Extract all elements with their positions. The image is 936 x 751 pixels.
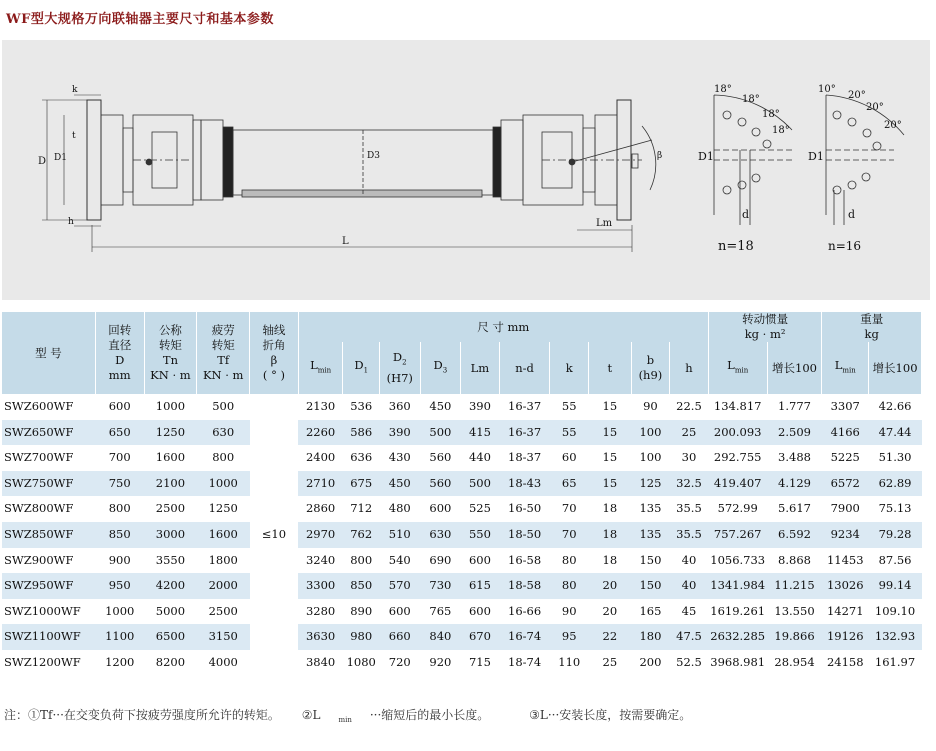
table-cell: 510: [379, 522, 420, 548]
table-cell: 1000: [95, 599, 144, 625]
table-cell: 700: [95, 445, 144, 471]
spec-table: [2, 312, 922, 676]
table-cell: 2500: [144, 496, 197, 522]
label-n18: n=18: [718, 239, 754, 254]
technical-drawing: [2, 40, 930, 300]
table-cell: 536: [343, 394, 380, 420]
table-cell: 51.30: [869, 445, 922, 471]
table-cell: 1200: [95, 650, 144, 676]
table-cell: 900: [95, 548, 144, 574]
table-cell: 500: [461, 471, 500, 497]
table-cell: 850: [95, 522, 144, 548]
table-cell: 500: [420, 420, 461, 446]
table-cell: 2100: [144, 471, 197, 497]
table-cell: 6500: [144, 624, 197, 650]
table-cell: 5000: [144, 599, 197, 625]
header-inertia-inc: 增长100: [767, 342, 822, 394]
table-cell: 4.129: [767, 471, 822, 497]
table-cell: 1600: [197, 522, 250, 548]
table-cell: 3000: [144, 522, 197, 548]
table-cell: 2500: [197, 599, 250, 625]
angle-label-18b: 18°: [742, 94, 760, 105]
header-d1: $D_1$: [343, 342, 380, 394]
table-cell: 75.13: [869, 496, 922, 522]
model-cell: SWZ750WF: [2, 471, 95, 497]
table-cell: 100: [631, 420, 670, 446]
label-beta: β: [657, 151, 663, 161]
table-cell: 4166: [822, 420, 869, 446]
header-lm: Lm: [461, 342, 500, 394]
table-cell: 2260: [298, 420, 343, 446]
table-cell: 55: [550, 420, 589, 446]
table-cell: 3150: [197, 624, 250, 650]
table-cell: 419.407: [708, 471, 767, 497]
table-cell: 757.267: [708, 522, 767, 548]
header-tf: 疲劳 转矩 Tf KN · m: [197, 312, 250, 394]
table-cell: 2860: [298, 496, 343, 522]
table-cell: 2400: [298, 445, 343, 471]
table-cell: 762: [343, 522, 380, 548]
table-cell: 715: [461, 650, 500, 676]
table-cell: 615: [461, 573, 500, 599]
header-h: h: [670, 342, 709, 394]
table-cell: 90: [631, 394, 670, 420]
table-row: [2, 599, 922, 625]
table-cell: 18: [589, 496, 632, 522]
table-cell: 360: [379, 394, 420, 420]
table-cell: 14271: [822, 599, 869, 625]
table-cell: 70: [550, 496, 589, 522]
table-cell: 3630: [298, 624, 343, 650]
label-h: h: [68, 217, 74, 227]
table-row: [2, 420, 922, 446]
table-cell: 90: [550, 599, 589, 625]
note-l: ③L···安装长度，按需要确定。: [529, 708, 692, 722]
model-cell: SWZ950WF: [2, 573, 95, 599]
table-cell: 65: [550, 471, 589, 497]
table-cell: 7900: [822, 496, 869, 522]
table-cell: 15: [589, 420, 632, 446]
table-cell: 560: [420, 445, 461, 471]
table-cell: 32.5: [670, 471, 709, 497]
table-cell: 47.5: [670, 624, 709, 650]
table-cell: 840: [420, 624, 461, 650]
table-cell: 150: [631, 573, 670, 599]
table-cell: 95: [550, 624, 589, 650]
table-cell: 4000: [197, 650, 250, 676]
flange-detail-18: [698, 84, 792, 254]
table-cell: 161.97: [869, 650, 922, 676]
table-cell: 18: [589, 522, 632, 548]
table-cell: 15: [589, 394, 632, 420]
table-row: [2, 573, 922, 599]
page-title: WF型大规格万向联轴器主要尺寸和基本参数: [6, 12, 274, 27]
table-cell: 650: [95, 420, 144, 446]
label-n16: n=16: [828, 239, 862, 253]
table-cell: 390: [379, 420, 420, 446]
table-cell: 28.954: [767, 650, 822, 676]
table-cell: 5.617: [767, 496, 822, 522]
angle-label-10: 10°: [818, 84, 836, 95]
table-cell: 18: [589, 548, 632, 574]
table-cell: 1800: [197, 548, 250, 574]
table-cell: 3240: [298, 548, 343, 574]
angle-label-20b: 20°: [866, 102, 884, 113]
table-cell: 18-37: [499, 445, 550, 471]
table-cell: 109.10: [869, 599, 922, 625]
header-weight: 重量 kg: [822, 312, 922, 342]
table-cell: 134.817: [708, 394, 767, 420]
table-cell: 630: [197, 420, 250, 446]
table-cell: 850: [343, 573, 380, 599]
table-cell: 6572: [822, 471, 869, 497]
angle-label-20a: 20°: [848, 90, 866, 101]
table-cell: 132.93: [869, 624, 922, 650]
header-weight-lmin: $L_{min}$: [822, 342, 869, 394]
table-cell: 47.44: [869, 420, 922, 446]
table-cell: 1341.984: [708, 573, 767, 599]
table-cell: 1100: [95, 624, 144, 650]
label-d-detail16: d: [848, 208, 856, 221]
table-cell: 25: [670, 420, 709, 446]
table-cell: 11453: [822, 548, 869, 574]
table-cell: 712: [343, 496, 380, 522]
table-cell: 440: [461, 445, 500, 471]
table-cell: 1000: [197, 471, 250, 497]
model-cell: SWZ1000WF: [2, 599, 95, 625]
table-row: [2, 394, 922, 420]
model-cell: SWZ650WF: [2, 420, 95, 446]
header-inertia-lmin: $L_{min}$: [708, 342, 767, 394]
table-cell: 540: [379, 548, 420, 574]
table-cell: 18-58: [499, 573, 550, 599]
table-cell: 13.550: [767, 599, 822, 625]
table-cell: 9234: [822, 522, 869, 548]
table-cell: 15: [589, 471, 632, 497]
header-weight-inc: 增长100: [869, 342, 922, 394]
table-row: [2, 548, 922, 574]
table-cell: 1056.733: [708, 548, 767, 574]
table-cell: 3840: [298, 650, 343, 676]
table-cell: 125: [631, 471, 670, 497]
table-cell: 8.868: [767, 548, 822, 574]
table-cell: 20: [589, 599, 632, 625]
table-cell: 292.755: [708, 445, 767, 471]
table-cell: 600: [95, 394, 144, 420]
label-d3: D3: [367, 151, 380, 161]
label-d1-detail18: D1: [698, 150, 714, 163]
table-cell: 670: [461, 624, 500, 650]
table-cell: 572.99: [708, 496, 767, 522]
table-cell: 660: [379, 624, 420, 650]
table-cell: 600: [461, 548, 500, 574]
table-row: [2, 650, 922, 676]
table-cell: 2.509: [767, 420, 822, 446]
header-tn: 公称 转矩 Tn KN · m: [144, 312, 197, 394]
header-lmin: $L_{min}$: [298, 342, 343, 394]
table-cell: 180: [631, 624, 670, 650]
angle-label-18c: 18°: [762, 109, 780, 120]
table-cell: 720: [379, 650, 420, 676]
table-cell: 950: [95, 573, 144, 599]
table-cell: 415: [461, 420, 500, 446]
table-cell: 690: [420, 548, 461, 574]
table-cell: 165: [631, 599, 670, 625]
header-dimensions: 尺 寸 mm: [298, 312, 708, 342]
table-cell: 5225: [822, 445, 869, 471]
table-cell: 730: [420, 573, 461, 599]
table-cell: 19.866: [767, 624, 822, 650]
table-cell: 20: [589, 573, 632, 599]
table-cell: 16-50: [499, 496, 550, 522]
header-diameter: 回转 直径 D mm: [95, 312, 144, 394]
table-cell: 16-37: [499, 394, 550, 420]
table-cell: 150: [631, 548, 670, 574]
table-cell: 4200: [144, 573, 197, 599]
table-cell: 450: [379, 471, 420, 497]
table-cell: 2632.285: [708, 624, 767, 650]
model-cell: SWZ850WF: [2, 522, 95, 548]
shaft-drawing: [223, 127, 501, 197]
table-cell: 3.488: [767, 445, 822, 471]
table-cell: 80: [550, 548, 589, 574]
table-cell: 2130: [298, 394, 343, 420]
header-d2: $D_2$ (H7): [379, 342, 420, 394]
table-cell: 1250: [197, 496, 250, 522]
angle-label-18a: 18°: [714, 84, 732, 95]
label-d-detail18: d: [742, 208, 750, 221]
header-model: 型 号: [2, 312, 95, 394]
table-cell: 586: [343, 420, 380, 446]
table-cell: 3307: [822, 394, 869, 420]
label-lm: Lm: [596, 218, 613, 229]
table-row: [2, 624, 922, 650]
angle-label-20c: 20°: [884, 120, 902, 131]
table-cell: 1000: [144, 394, 197, 420]
table-cell: 3968.981: [708, 650, 767, 676]
label-t: t: [72, 131, 76, 141]
table-cell: 42.66: [869, 394, 922, 420]
table-row: [2, 496, 922, 522]
table-cell: 390: [461, 394, 500, 420]
table-cell: 16-58: [499, 548, 550, 574]
table-cell: 525: [461, 496, 500, 522]
footnotes: [4, 706, 709, 724]
table-cell: 2970: [298, 522, 343, 548]
table-cell: 450: [420, 394, 461, 420]
table-cell: 22.5: [670, 394, 709, 420]
table-cell: 70: [550, 522, 589, 548]
table-cell: 920: [420, 650, 461, 676]
table-cell: 636: [343, 445, 380, 471]
table-cell: 40: [670, 573, 709, 599]
table-cell: 35.5: [670, 496, 709, 522]
table-cell: 750: [95, 471, 144, 497]
table-cell: 570: [379, 573, 420, 599]
table-cell: 15: [589, 445, 632, 471]
table-cell: 765: [420, 599, 461, 625]
note-tf: 注：①Tf···在交变负荷下按疲劳强度所允许的转矩。: [4, 708, 280, 722]
table-cell: 24158: [822, 650, 869, 676]
table-cell: 2710: [298, 471, 343, 497]
table-cell: 135: [631, 522, 670, 548]
table-cell: 980: [343, 624, 380, 650]
table-cell: 40: [670, 548, 709, 574]
beta-cell: ≤10: [250, 394, 299, 676]
model-cell: SWZ700WF: [2, 445, 95, 471]
table-cell: 62.89: [869, 471, 922, 497]
table-cell: 800: [95, 496, 144, 522]
model-cell: SWZ600WF: [2, 394, 95, 420]
label-d: D: [38, 156, 47, 167]
header-t: t: [589, 342, 632, 394]
table-cell: 135: [631, 496, 670, 522]
table-cell: 100: [631, 445, 670, 471]
label-d1: D1: [54, 153, 67, 163]
table-cell: 45: [670, 599, 709, 625]
spec-table-body: [2, 394, 922, 676]
table-cell: 3280: [298, 599, 343, 625]
table-cell: 200: [631, 650, 670, 676]
table-cell: 600: [461, 599, 500, 625]
model-cell: SWZ1200WF: [2, 650, 95, 676]
table-cell: 19126: [822, 624, 869, 650]
table-cell: 8200: [144, 650, 197, 676]
table-cell: 800: [197, 445, 250, 471]
table-cell: 600: [420, 496, 461, 522]
left-joint-drawing: [87, 100, 223, 220]
table-cell: 1080: [343, 650, 380, 676]
table-cell: 110: [550, 650, 589, 676]
table-cell: 13026: [822, 573, 869, 599]
header-d3: $D_3$: [420, 342, 461, 394]
table-cell: 22: [589, 624, 632, 650]
table-row: [2, 522, 922, 548]
table-cell: 55: [550, 394, 589, 420]
right-joint-drawing: [501, 100, 656, 220]
table-cell: 1619.261: [708, 599, 767, 625]
table-cell: 890: [343, 599, 380, 625]
table-cell: 16-74: [499, 624, 550, 650]
table-cell: 1600: [144, 445, 197, 471]
table-cell: 18-74: [499, 650, 550, 676]
header-nd: n-d: [499, 342, 550, 394]
flange-detail-16: [808, 84, 904, 253]
model-cell: SWZ1100WF: [2, 624, 95, 650]
table-cell: 3300: [298, 573, 343, 599]
table-cell: 35.5: [670, 522, 709, 548]
header-k: k: [550, 342, 589, 394]
label-d1-detail16: D1: [808, 150, 824, 163]
table-cell: 200.093: [708, 420, 767, 446]
header-beta: 轴线 折角 β ( ° ): [250, 312, 299, 394]
table-row: [2, 445, 922, 471]
table-cell: 430: [379, 445, 420, 471]
model-cell: SWZ900WF: [2, 548, 95, 574]
table-cell: 87.56: [869, 548, 922, 574]
table-cell: 30: [670, 445, 709, 471]
table-cell: 18-50: [499, 522, 550, 548]
table-cell: 1.777: [767, 394, 822, 420]
table-cell: 2000: [197, 573, 250, 599]
header-b: b (h9): [631, 342, 670, 394]
table-cell: 6.592: [767, 522, 822, 548]
table-cell: 630: [420, 522, 461, 548]
table-cell: 560: [420, 471, 461, 497]
table-cell: 79.28: [869, 522, 922, 548]
table-row: [2, 471, 922, 497]
table-cell: 600: [379, 599, 420, 625]
table-cell: 480: [379, 496, 420, 522]
dimension-lines: [38, 85, 662, 252]
table-cell: 3550: [144, 548, 197, 574]
table-cell: 1250: [144, 420, 197, 446]
table-cell: 25: [589, 650, 632, 676]
table-cell: 800: [343, 548, 380, 574]
label-l: L: [342, 236, 349, 247]
table-cell: 16-66: [499, 599, 550, 625]
table-cell: 60: [550, 445, 589, 471]
model-cell: SWZ800WF: [2, 496, 95, 522]
table-cell: 550: [461, 522, 500, 548]
table-cell: 52.5: [670, 650, 709, 676]
table-cell: 11.215: [767, 573, 822, 599]
table-cell: 500: [197, 394, 250, 420]
table-cell: 99.14: [869, 573, 922, 599]
table-cell: 18-43: [499, 471, 550, 497]
header-inertia: 转动惯量 kg · m²: [708, 312, 822, 342]
table-cell: 16-37: [499, 420, 550, 446]
angle-label-18d: 18°: [772, 125, 790, 136]
table-cell: 675: [343, 471, 380, 497]
label-k: k: [72, 85, 78, 95]
note-lmin: ②L $_{min}$ ···缩短后的最小长度。: [301, 708, 490, 725]
table-cell: 80: [550, 573, 589, 599]
